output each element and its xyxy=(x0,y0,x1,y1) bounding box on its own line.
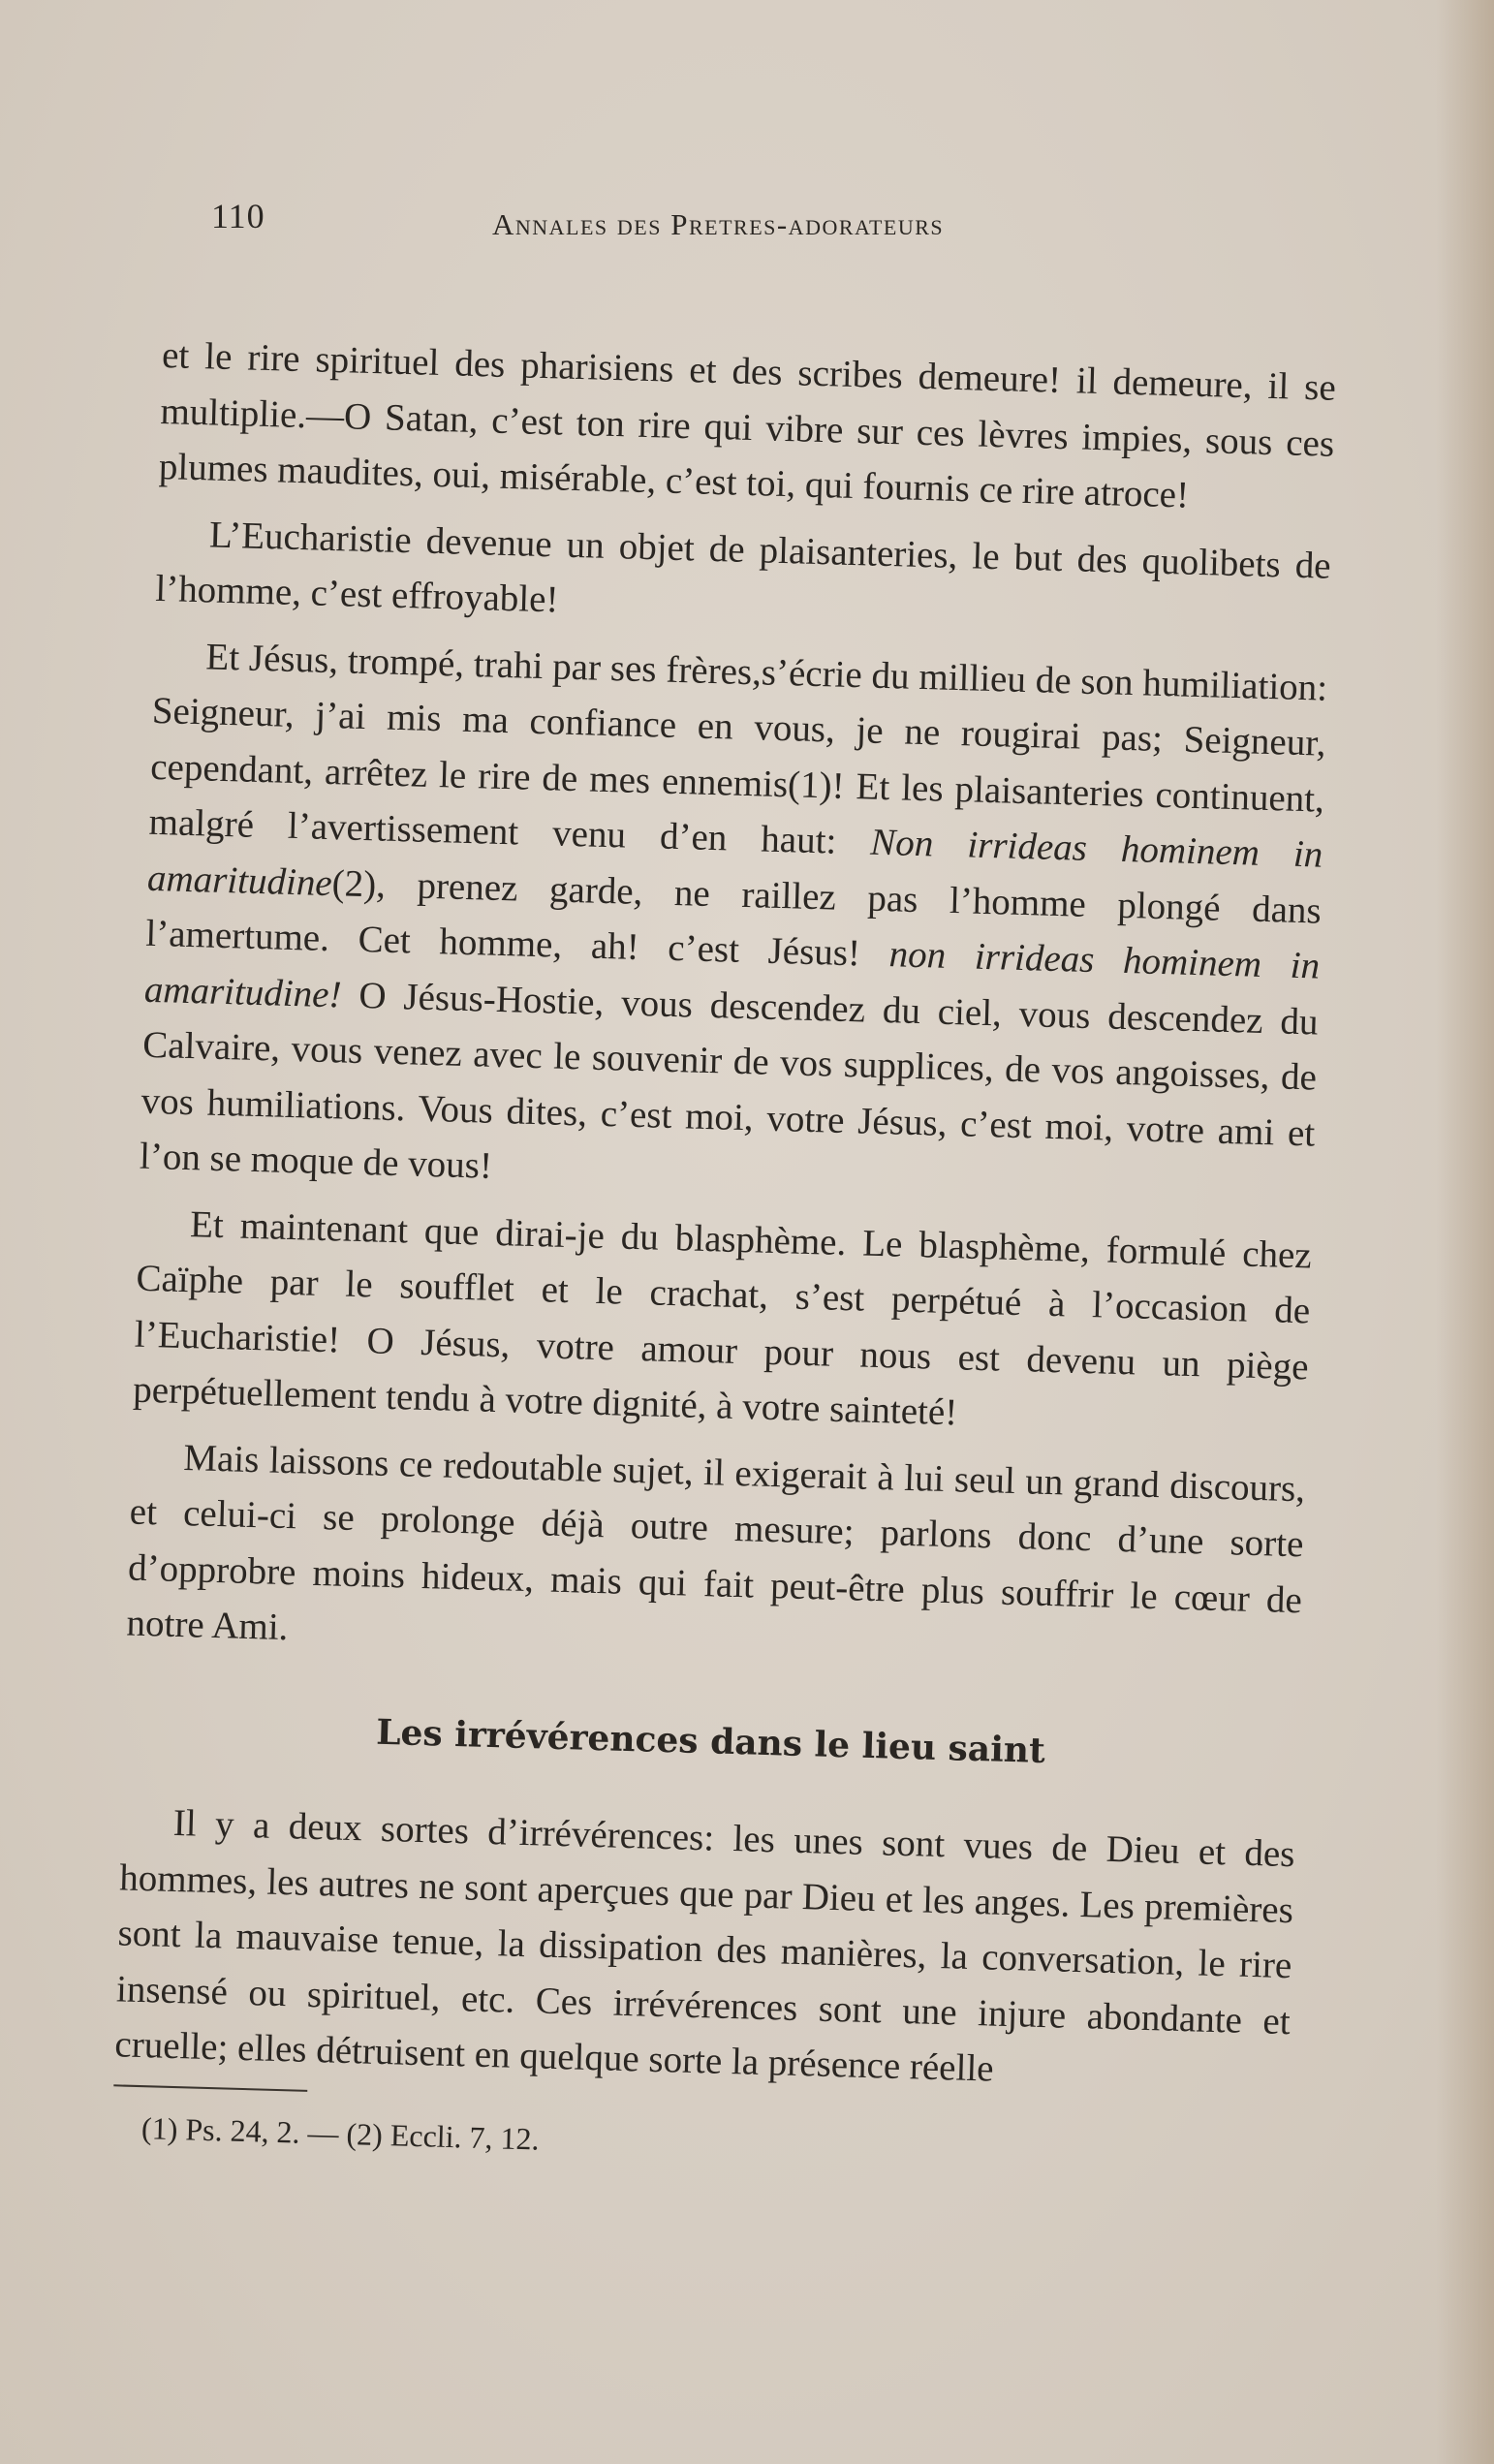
footnote-rule xyxy=(113,2084,307,2092)
paragraph-5: Mais laissons ce redoutable sujet, il exigerait à lui seul un grand discours, et celui-ci se prolonge déjà outre mesure; parlons donc d’une sorte d’opprobre moins hideux, mais qui fait peut-être plus souffrir le cœur de notre Ami. xyxy=(126,1436,1306,1649)
footnote: (1) Ps. 24, 2. — (2) Eccli. 7, 12. xyxy=(140,2109,541,2157)
latin-quote-1: Non irrideas hominem in amaritudine xyxy=(146,821,1323,904)
paragraph-3-part-3: O Jésus-Hostie, vous descendez du ciel, vous descendez du Calvaire, vous venez avec le souvenir de vos supplices, de vos angoisses, de vos humiliations. Vous dites, c’est moi, votre Jésus, c’est moi, votre ami et l’on se moque de vous! xyxy=(139,973,1320,1187)
paragraph-3 xyxy=(139,627,1328,1217)
paragraph-3-part-1: Et Jésus, trompé, trahi par ses frères,s’écrie du millieu de son humiliation: Seigneur, j’ai mis ma confiance en vous, je ne rougirai pas; Seigneur, cependant, arrêtez le rire de mes ennemis(1)! Et les plaisanteries continuent, malgré l’avertissement venu d’en haut: xyxy=(148,635,1328,863)
page-edge-shadow xyxy=(1436,0,1494,2464)
latin-quote-2: non irrideas hominem in amaritudine! xyxy=(143,933,1321,1015)
running-title: Annales des Pretres-adorateurs xyxy=(492,207,945,241)
paragraph-3-part-2: (2), prenez garde, ne raillez pas l’homme plongé dans l’amertume. Cet homme, ah! c’est Jésus! xyxy=(144,861,1323,976)
paragraph-1: et le rire spirituel des pharisiens et des scribes demeure! il demeure, il se multiplie.—O Satan, c’est ton rire qui vibre sur ces lèvres impies, sous ces plumes maudites, oui, misérable, c’est toi, qui fournis ce rire atroce! xyxy=(158,333,1337,516)
section-paragraph: Il y a deux sortes d’irrévérences: les unes sont vues de Dieu et des hommes, les autres ne sont aperçues que par Dieu et les anges. Les premières sont la mauvaise tenue, la dissipation des manières, la conversation, le rire insensé ou spirituel, etc. Ces irrévérences sont une injure abondante et cruelle; elles détruisent en quelque sorte la présence réelle xyxy=(113,1801,1296,2090)
paragraph-2: L’Eucharistie devenue un objet de plaisanteries, le but des quolibets de l’homme, c’est effroyable! xyxy=(154,513,1332,621)
body-text xyxy=(111,327,1336,2188)
section-title: Les irrévérences dans le lieu saint xyxy=(375,1711,1046,1771)
paragraph-4: Et maintenant que dirai-je du blasphème. Le blasphème, formulé chez Caïphe par le soufflet et le crachat, s’est perpétué à l’occasion de l’Eucharistie! O Jésus, votre amour pour nous est devenu un piège perpétuellement tendu à votre dignité, à votre sainteté! xyxy=(132,1202,1313,1434)
page-header xyxy=(211,192,1064,250)
page-number: 110 xyxy=(211,197,265,235)
